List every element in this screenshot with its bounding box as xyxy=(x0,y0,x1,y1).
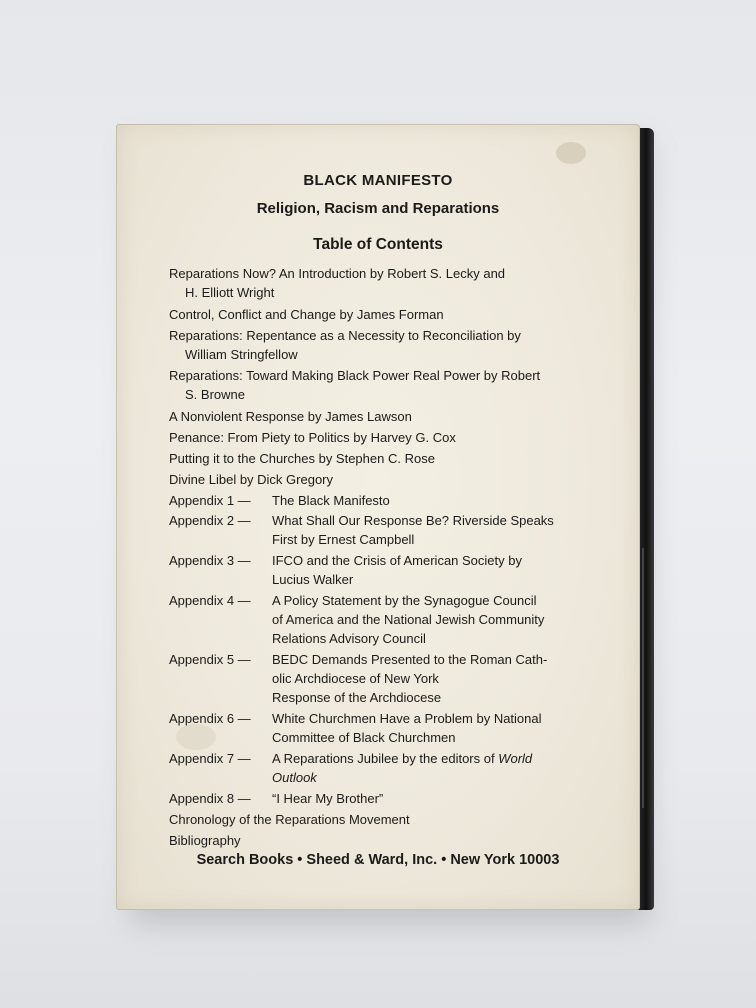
appendix-entry xyxy=(169,709,581,747)
appendix-number: Appendix 2 — xyxy=(169,513,251,528)
toc-entry: Putting it to the Churches by Stephen C. Rose xyxy=(169,451,435,466)
appendix-number: Appendix 3 — xyxy=(169,553,251,568)
appendix-number: Appendix 7 — xyxy=(169,751,251,766)
appendix-entry xyxy=(169,511,581,549)
toc-entry xyxy=(169,264,581,302)
appendix-title-line: A Policy Statement by the Synagogue Council xyxy=(272,593,537,608)
toc-entry xyxy=(169,366,581,404)
appendix-title-line: olic Archdiocese of New York xyxy=(272,671,439,686)
appendix-title-line: First by Ernest Campbell xyxy=(272,532,415,547)
appendix-entry xyxy=(169,749,581,787)
toc-entry-line: Reparations: Toward Making Black Power Real Power by Robert xyxy=(169,368,541,383)
book-back-cover xyxy=(116,124,640,910)
appendix-title xyxy=(272,551,581,589)
appendix-entry xyxy=(169,551,581,589)
appendix-title: “I Hear My Brother” xyxy=(272,791,384,806)
toc-entry-line: William Stringfellow xyxy=(185,347,298,362)
paper-stain xyxy=(556,142,586,164)
appendix-title-line xyxy=(272,768,581,787)
appendix-entry xyxy=(169,491,581,510)
appendix-entry xyxy=(169,650,581,707)
appendix-title-line xyxy=(272,749,581,768)
appendix-entry xyxy=(169,789,581,808)
toc-entry xyxy=(169,326,581,364)
appendix-title-line: BEDC Demands Presented to the Roman Cath- xyxy=(272,652,548,667)
toc-entry: A Nonviolent Response by James Lawson xyxy=(169,409,412,424)
appendix-title-text: A Reparations Jubilee by the editors of xyxy=(272,751,495,766)
book-title: BLACK MANIFESTO xyxy=(303,172,453,189)
toc-entry: Chronology of the Reparations Movement xyxy=(169,812,410,827)
publication-name: Outlook xyxy=(272,770,317,785)
toc-entry: Control, Conflict and Change by James Forman xyxy=(169,307,444,322)
appendix-title-line: IFCO and the Crisis of American Society by xyxy=(272,553,522,568)
table-of-contents xyxy=(169,264,581,851)
toc-entry-line: S. Browne xyxy=(185,387,245,402)
appendix-title-line: Relations Advisory Council xyxy=(272,631,426,646)
toc-entry-line: Reparations Now? An Introduction by Robert S. Lecky and xyxy=(169,266,506,281)
appendix-title-line: White Churchmen Have a Problem by National xyxy=(272,711,542,726)
appendix-number: Appendix 4 — xyxy=(169,593,251,608)
toc-entry: Bibliography xyxy=(169,833,241,848)
appendix-title xyxy=(272,511,581,549)
appendix-entry xyxy=(169,591,581,648)
appendix-number: Appendix 5 — xyxy=(169,652,251,667)
appendix-title-line: What Shall Our Response Be? Riverside Speaks xyxy=(272,513,554,528)
appendix-title-line: Response of the Archdiocese xyxy=(272,690,442,705)
appendix-title-line: Lucius Walker xyxy=(272,572,354,587)
appendix-number: Appendix 6 — xyxy=(169,711,251,726)
toc-entry-line: H. Elliott Wright xyxy=(185,285,275,300)
spine-wear-mark xyxy=(642,548,644,808)
appendix-title xyxy=(272,749,581,787)
toc-heading: Table of Contents xyxy=(313,236,443,253)
appendix-title-line: Committee of Black Churchmen xyxy=(272,730,456,745)
appendix-title xyxy=(272,650,581,707)
appendix-number: Appendix 8 — xyxy=(169,791,251,806)
book-subtitle: Religion, Racism and Reparations xyxy=(256,200,500,217)
appendix-number: Appendix 1 — xyxy=(169,493,251,508)
toc-entry-line: Reparations: Repentance as a Necessity to Reconciliation by xyxy=(169,328,521,343)
appendix-title xyxy=(272,709,581,747)
appendix-title xyxy=(272,591,581,648)
publication-name: World xyxy=(498,751,533,766)
appendix-title: The Black Manifesto xyxy=(272,493,390,508)
toc-entry: Divine Libel by Dick Gregory xyxy=(169,472,334,487)
appendix-title-line: of America and the National Jewish Community xyxy=(272,612,545,627)
toc-entry: Penance: From Piety to Politics by Harvey G. Cox xyxy=(169,430,456,445)
publisher-line: Search Books • Sheed & Ward, Inc. • New York 10003 xyxy=(196,852,560,868)
